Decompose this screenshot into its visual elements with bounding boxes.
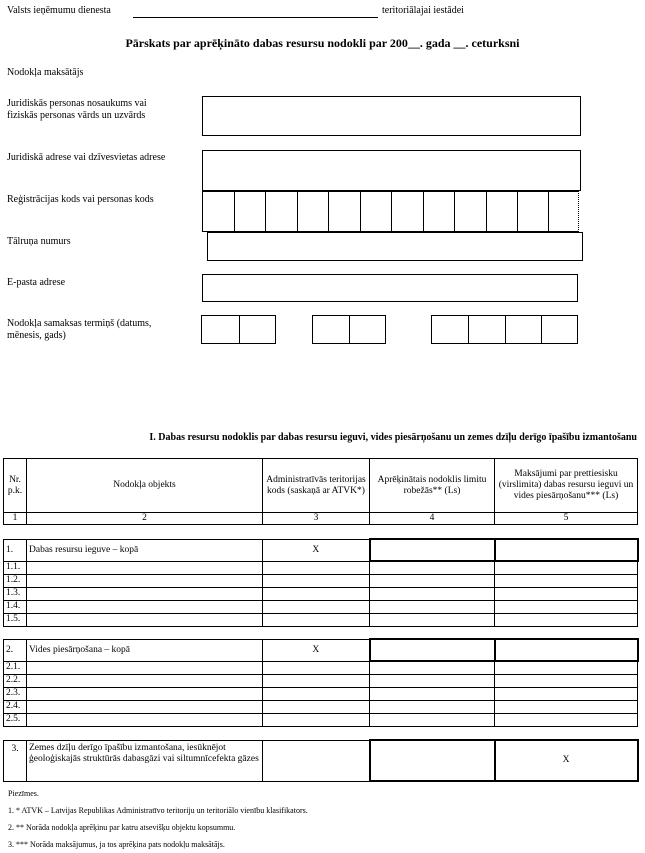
header-calculated-tax: Aprēķinātais nodoklis limitu robežās** (Ls): [370, 459, 495, 513]
row-code-cell[interactable]: [263, 661, 370, 674]
address-label: Juridiskā adrese vai dzīvesvietas adrese: [7, 152, 166, 163]
header-territory-code: Administratīvās teritorijas kods (saskaņā ar ATVK*): [263, 459, 370, 513]
row-object-cell[interactable]: [27, 574, 263, 587]
section1-header-table: [3, 458, 638, 525]
name-field[interactable]: [202, 96, 581, 136]
group3-label: Zemes dzīļu derīgo īpašību izmantošana, iesūknējot ģeoloģiskajās struktūrās dabasgāzi vai siltumnīcefekta gāzes: [27, 740, 263, 781]
row-nr: 1.2.: [4, 574, 27, 587]
email-label: E-pasta adrese: [7, 277, 66, 288]
regcode-label: Reģistrācijas kods vai personas kods: [7, 194, 154, 205]
address-field[interactable]: [202, 150, 581, 191]
table-row: [4, 561, 638, 574]
row-excess-cell[interactable]: [495, 600, 638, 613]
row-object-cell[interactable]: [27, 613, 263, 626]
page-title: Pārskats par aprēķināto dabas resursu nodokli par 200__. gada __. ceturksni: [125, 36, 520, 50]
group2-label: Vides piesārņošana – kopā: [27, 639, 263, 661]
table-row: [4, 587, 638, 600]
table-row: [4, 539, 638, 561]
group1-table: [3, 538, 639, 627]
row-object-cell[interactable]: [27, 561, 263, 574]
row-code-cell[interactable]: [263, 687, 370, 700]
row-excess-cell[interactable]: [495, 661, 638, 674]
row-nr: 2.2.: [4, 674, 27, 687]
table-row: [4, 574, 638, 587]
institution-line[interactable]: [133, 17, 378, 18]
row-object-cell[interactable]: [27, 600, 263, 613]
row-excess-cell[interactable]: [495, 561, 638, 574]
group2-mark: X: [263, 639, 370, 661]
row-object-cell[interactable]: [27, 713, 263, 726]
row-nr: 2.1.: [4, 661, 27, 674]
row-excess-cell[interactable]: [495, 674, 638, 687]
col-number-5: 5: [495, 513, 638, 525]
group3-table: [3, 739, 639, 782]
header-right-text: teritoriālajai iestādei: [382, 5, 464, 16]
group2-nr: 2.: [4, 639, 27, 661]
row-tax-cell[interactable]: [370, 587, 495, 600]
note-item: 3. *** Norāda maksājumus, ja tos aprēķina pats nodokļu maksātājs.: [8, 840, 225, 849]
col-number-4: 4: [370, 513, 495, 525]
group1-nr: 1.: [4, 539, 27, 561]
row-code-cell[interactable]: [263, 613, 370, 626]
header-left-text: Valsts ieņēmumu dienesta: [7, 5, 111, 16]
col-number-1: 1: [4, 513, 27, 525]
table-row: [4, 674, 638, 687]
group1-mark: X: [263, 539, 370, 561]
row-excess-cell[interactable]: [495, 700, 638, 713]
email-field[interactable]: [202, 274, 578, 302]
row-nr: 2.5.: [4, 713, 27, 726]
table-row: [4, 613, 638, 626]
row-code-cell[interactable]: [263, 674, 370, 687]
group2-tax-cell[interactable]: [370, 639, 495, 661]
row-object-cell[interactable]: [27, 587, 263, 600]
name-label: Juridiskās personas nosaukums vai fiziskās personas vārds un uzvārds: [7, 98, 147, 121]
group3-tax-cell[interactable]: [370, 740, 495, 781]
row-tax-cell[interactable]: [370, 687, 495, 700]
row-tax-cell[interactable]: [370, 661, 495, 674]
row-object-cell[interactable]: [27, 687, 263, 700]
group1-excess-cell[interactable]: [495, 539, 638, 561]
section1-title: I. Dabas resursu nodoklis par dabas resursu ieguvi, vides piesārņošanu un zemes dzīļu derīgo īpašību izmantošanu: [149, 432, 637, 443]
row-excess-cell[interactable]: [495, 574, 638, 587]
header-excess-payments: Maksājumi par prettiesisku (virslimita) dabas resursu ieguvi un vides piesārņošanu*** (Ls): [495, 459, 638, 513]
row-excess-cell[interactable]: [495, 587, 638, 600]
notes-title: Piezīmes.: [8, 789, 39, 798]
row-nr: 1.1.: [4, 561, 27, 574]
row-code-cell[interactable]: [263, 600, 370, 613]
row-code-cell[interactable]: [263, 574, 370, 587]
row-tax-cell[interactable]: [370, 674, 495, 687]
phone-label: Tālruņa numurs: [7, 236, 71, 247]
row-nr: 1.4.: [4, 600, 27, 613]
row-tax-cell[interactable]: [370, 574, 495, 587]
deadline-month-field[interactable]: [312, 315, 386, 344]
note-item: 1. * ATVK – Latvijas Republikas Administratīvo teritoriju un teritoriālo vienību klasifikators.: [8, 806, 308, 815]
group2-excess-cell[interactable]: [495, 639, 638, 661]
group3-nr: 3.: [4, 740, 27, 781]
row-object-cell[interactable]: [27, 661, 263, 674]
table-row: [4, 600, 638, 613]
row-object-cell[interactable]: [27, 674, 263, 687]
row-tax-cell[interactable]: [370, 561, 495, 574]
row-tax-cell[interactable]: [370, 613, 495, 626]
regcode-field[interactable]: [202, 191, 579, 232]
group1-label: Dabas resursu ieguve – kopā: [27, 539, 263, 561]
row-tax-cell[interactable]: [370, 700, 495, 713]
group1-tax-cell[interactable]: [370, 539, 495, 561]
header-nr: Nr. p.k.: [4, 459, 27, 513]
table-row: [4, 661, 638, 674]
group3-mark: X: [495, 740, 638, 781]
deadline-label: Nodokļa samaksas termiņš (datums, mēnesis, gads): [7, 318, 152, 341]
row-nr: 2.4.: [4, 700, 27, 713]
row-excess-cell[interactable]: [495, 713, 638, 726]
row-excess-cell[interactable]: [495, 613, 638, 626]
header-object: Nodokļa objekts: [27, 459, 263, 513]
deadline-year-field[interactable]: [431, 315, 578, 344]
row-nr: 1.3.: [4, 587, 27, 600]
taxpayer-section-label: Nodokļa maksātājs: [7, 67, 84, 78]
table-row: [4, 639, 638, 661]
phone-field[interactable]: [207, 232, 583, 261]
table-row: [4, 687, 638, 700]
row-tax-cell[interactable]: [370, 600, 495, 613]
row-code-cell[interactable]: [263, 561, 370, 574]
deadline-day-field[interactable]: [201, 315, 276, 344]
col-number-3: 3: [263, 513, 370, 525]
row-object-cell[interactable]: [27, 700, 263, 713]
group2-table: [3, 638, 639, 727]
table-row: [4, 740, 638, 781]
note-item: 2. ** Norāda nodokļa aprēķinu par katru atsevišķu objektu kopsummu.: [8, 823, 236, 832]
row-tax-cell[interactable]: [370, 713, 495, 726]
col-number-2: 2: [27, 513, 263, 525]
group3-code-cell[interactable]: [263, 740, 370, 781]
row-code-cell[interactable]: [263, 700, 370, 713]
row-nr: 1.5.: [4, 613, 27, 626]
row-nr: 2.3.: [4, 687, 27, 700]
row-code-cell[interactable]: [263, 713, 370, 726]
row-code-cell[interactable]: [263, 587, 370, 600]
row-excess-cell[interactable]: [495, 687, 638, 700]
table-row: [4, 713, 638, 726]
table-row: [4, 700, 638, 713]
